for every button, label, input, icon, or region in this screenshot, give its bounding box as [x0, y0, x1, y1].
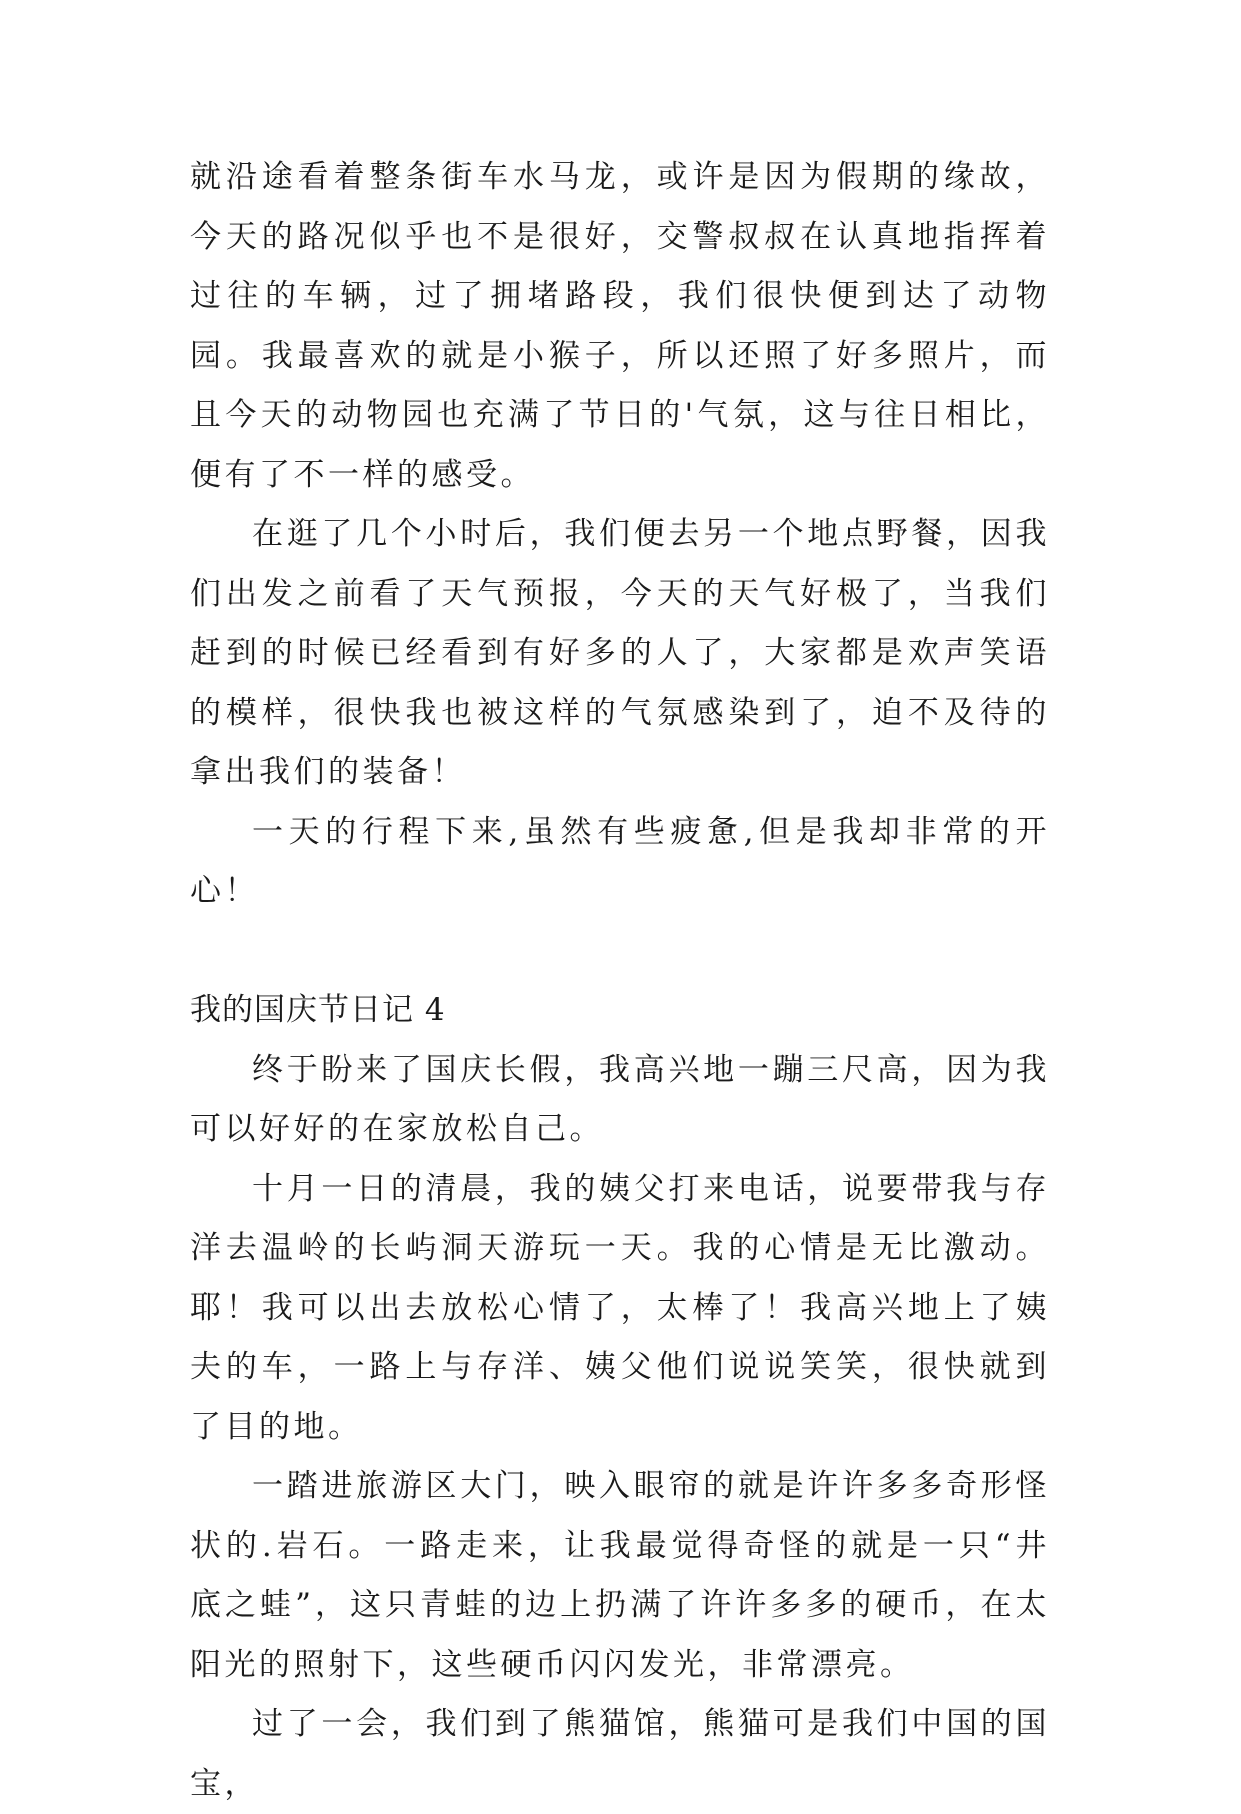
paragraph-morning-call: 十月一日的清晨，我的姨父打来电话，说要带我与存洋去温岭的长屿洞天游玩一天。我的心情是无比激动。耶！我可以出去放松心情了，太棒了！我高兴地上了姨夫的车，一路上与存洋、姨父他们说说笑笑，很快就到了目的地。 [190, 1170, 1050, 1445]
paragraph-day-summary: 一天的行程下来,虽然有些疲惫,但是我却非常的开心！ [190, 813, 1050, 909]
section-title: 我的国庆节日记 4 [190, 992, 446, 1028]
paragraph-picnic: 在逛了几个小时后，我们便去另一个地点野餐，因我们出发之前看了天气预报，今天的天气好极了，当我们赶到的时候已经看到有好多的人了，大家都是欢声笑语的模样，很快我也被这样的气氛感染到了，迫不及待的拿出我们的装备！ [190, 516, 1050, 790]
paragraph-holiday-start: 终于盼来了国庆长假，我高兴地一蹦三尺高，因为我可以好好的在家放松自己。 [190, 1051, 1050, 1147]
section-spacer [190, 922, 1050, 982]
paragraph-scenic-area: 一踏进旅游区大门，映入眼帘的就是许许多多奇形怪状的.岩石。一路走来，让我最觉得奇怪的就是一只“井底之蛙”，这只青蛙的边上扔满了许许多多的硬币，在太阳光的照射下，这些硬币闪闪发光，非常漂亮。 [190, 1468, 1050, 1683]
paragraph-panda-hall: 过了一会，我们到了熊猫馆，熊猫可是我们中国的国宝， [190, 1706, 1050, 1802]
document-body [190, 148, 1050, 1814]
paragraph-zoo-visit: 就沿途看着整条街车水马龙，或许是因为假期的缘故，今天的路况似乎也不是很好，交警叔叔在认真地指挥着过往的车辆，过了拥堵路段，我们很快便到达了动物园。我最喜欢的就是小猴子，所以还照了好多照片，而且今天的动物园也充满了节日的'气氛，这与往日相比，便有了不一样的感受。 [190, 159, 1050, 493]
